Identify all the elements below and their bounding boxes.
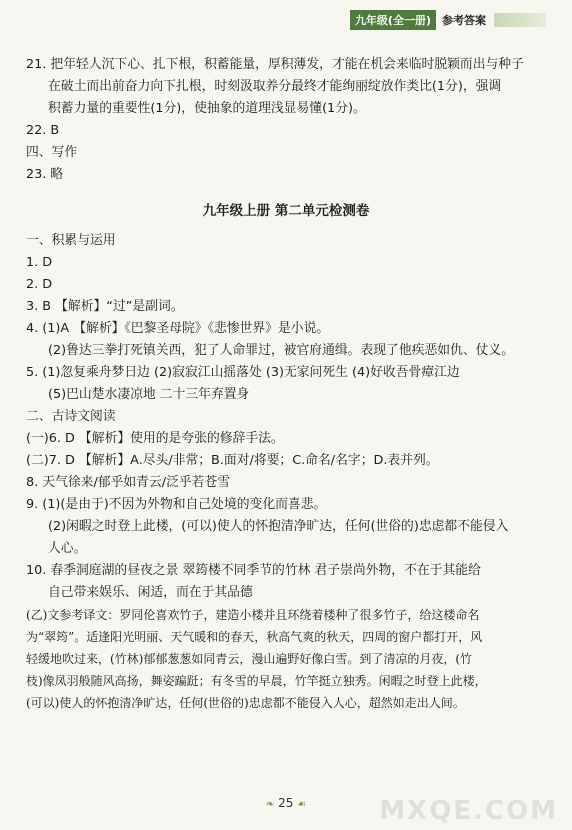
section-title: 九年级上册 第二单元检测卷 <box>202 203 370 219</box>
text-line: 3. B 【解析】“过”是副词。 <box>26 299 184 314</box>
text-line: (5)巴山楚水凄凉地 二十三年弃置身 <box>48 387 250 402</box>
text-line: 轻缓地吹过来，(竹林)郁郁葱葱如同青云，漫山遍野好像白雪。到了清凉的月夜，(竹 <box>26 652 473 666</box>
page-header <box>350 10 546 30</box>
watermark: MXQE.COM <box>379 796 558 826</box>
text-line: 5. (1)忽复乘舟梦日边 (2)寂寂江山摇落处 (3)无家问死生 (4)好收吾骨瘴江边 <box>26 365 460 380</box>
answer-content <box>26 54 546 714</box>
text-line: 1. D <box>26 255 53 270</box>
text-line: 9. (1)(是由于)不因为外物和自己处境的变化而喜悲。 <box>26 497 327 512</box>
text-line: 4. (1)A 【解析】《巴黎圣母院》《悲惨世界》是小说。 <box>26 321 330 336</box>
leaf-left-icon: ❧ <box>265 799 275 810</box>
grade-tab: 九年级(全一册) <box>350 10 436 30</box>
text-line: 23. 略 <box>26 167 64 182</box>
text-line: (二)7. D 【解析】A.尽头/非常；B.面对/将要；C.命名/名字；D.表并列。 <box>26 453 439 468</box>
answer-title: 参考答案 <box>442 14 486 27</box>
text-line: 二、古诗文阅读 <box>26 409 116 424</box>
text-line: 10. 春季洞庭湖的昼夜之景 翠筠楼不同季节的竹林 君子崇尚外物，不在于其能给 <box>26 563 481 578</box>
text-line: 8. 天气徐来/郁乎如青云/泛乎若苍雪 <box>26 475 231 490</box>
text-line: (2)闲暇之时登上此楼，(可以)使人的怀抱清净旷达，任何(世俗的)忠虑都不能侵入 <box>48 519 509 534</box>
text-line: 22. B <box>26 123 60 138</box>
leaf-right-icon: ☙ <box>297 799 307 810</box>
text-line: 自己带来娱乐、闲适，而在于其品德 <box>48 585 253 600</box>
text-line: 21. 把年轻人沉下心、扎下根，积蓄能量，厚积薄发，才能在机会来临时脱颖而出与种子 <box>26 57 524 72</box>
text-line: 在破土而出前奋力向下扎根，时刻汲取养分最终才能绚丽绽放作类比(1分)，强调 <box>48 79 502 94</box>
header-decoration <box>494 13 546 27</box>
text-line: 人心。 <box>48 541 87 556</box>
text-line: (一)6. D 【解析】使用的是夸张的修辞手法。 <box>26 431 284 446</box>
text-line: (可以)使人的怀抱清净旷达，任何(世俗的)忠虑都不能侵入人心，超然如走出人间。 <box>26 696 465 710</box>
text-line: (2)鲁达三拳打死镇关西，犯了人命罪过，被官府通缉。表现了他疾恶如仇、仗义。 <box>48 343 515 358</box>
text-line: 为“翠筠”。适逢阳光明丽、天气暖和的春天，秋高气爽的秋天，四周的窗户都打开，风 <box>26 630 483 644</box>
text-line: 积蓄力量的重要性(1分)，使抽象的道理浅显易懂(1分)。 <box>48 101 366 116</box>
text-line: 2. D <box>26 277 53 292</box>
text-line: (乙)文参考译文：罗同伦喜欢竹子，建造小楼并且环绕着楼种了很多竹子，给这楼命名 <box>26 608 480 622</box>
page-number: 25 <box>278 796 294 810</box>
text-line: 一、积累与运用 <box>26 233 116 248</box>
text-line: 枝)像凤羽般随风高扬，舞姿蹁跹；有冬雪的早晨，竹竿挺立独秀。闲暇之时登上此楼， <box>26 674 487 688</box>
text-line: 四、写作 <box>26 145 78 160</box>
